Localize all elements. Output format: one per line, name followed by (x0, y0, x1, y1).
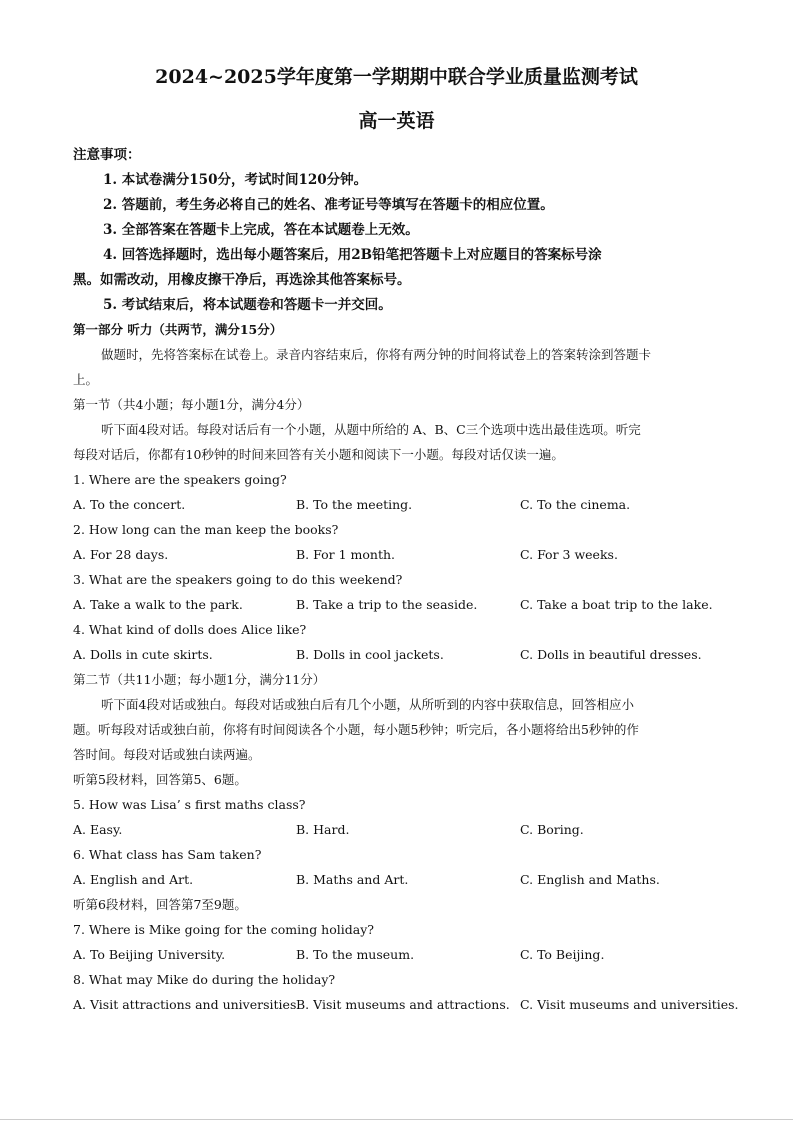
q2-option-a: A. For 28 days. (73, 547, 169, 562)
q1-option-b: B. To the meeting. (296, 497, 413, 512)
section2-intro: 听下面4段对话或独白。每段对话或独白后有几个小题，从所听到的内容中获取信息，回答相应小 (101, 697, 634, 712)
question-5: 5. How was Lisa’ s first maths class? (73, 797, 306, 812)
section1-intro-cont: 每段对话后，你都有10秒钟的时间来回答有关小题和阅读下一小题。每段对话仅读一遍。 (73, 447, 564, 462)
q2-option-b: B. For 1 month. (296, 547, 395, 562)
q6-option-c: C. English and Maths. (520, 872, 660, 887)
page-bottom-divider (0, 1119, 793, 1120)
question-1: 1. Where are the speakers going? (73, 472, 287, 487)
q3-option-a: A. Take a walk to the park. (73, 597, 243, 612)
section2-intro-cont-2: 答时间。每段对话或独白读两遍。 (73, 747, 261, 762)
question-3: 3. What are the speakers going to do this weekend? (73, 572, 403, 587)
material-6-instruction: 听第6段材料，回答第7至9题。 (73, 897, 247, 912)
q7-option-a: A. To Beijing University. (73, 947, 226, 962)
notice-item-3: 3. 全部答案在答题卡上完成，答在本试题卷上无效。 (103, 222, 419, 238)
notice-heading: 注意事项： (73, 147, 141, 163)
q3-option-c: C. Take a boat trip to the lake. (520, 597, 713, 612)
q4-option-b: B. Dolls in cool jackets. (296, 647, 444, 662)
q7-option-c: C. To Beijing. (520, 947, 605, 962)
q4-option-c: C. Dolls in beautiful dresses. (520, 647, 702, 662)
subject-title: 高一英语 (358, 110, 435, 132)
q8-option-c: C. Visit museums and universities. (520, 997, 739, 1012)
q5-option-b: B. Hard. (296, 822, 350, 837)
q6-option-a: A. English and Art. (73, 872, 194, 887)
notice-item-5: 5. 考试结束后，将本试题卷和答题卡一并交回。 (103, 297, 392, 313)
q5-option-a: A. Easy. (73, 822, 123, 837)
section2-intro-cont: 题。听每段对话或独白前，你将有时间阅读各个小题，每小题5秒钟；听完后，各小题将给出5秒钟的作 (73, 722, 639, 737)
question-6: 6. What class has Sam taken? (73, 847, 262, 862)
q5-option-c: C. Boring. (520, 822, 584, 837)
q4-option-a: A. Dolls in cute skirts. (73, 647, 213, 662)
part1-heading: 第一部分 听力（共两节，满分15分） (73, 322, 283, 337)
q2-option-c: C. For 3 weeks. (520, 547, 618, 562)
section1-intro: 听下面4段对话。每段对话后有一个小题，从题中所给的 A、B、C三个选项中选出最佳选项。听完 (101, 422, 641, 437)
notice-item-1: 1. 本试卷满分150分，考试时间120分钟。 (103, 172, 368, 188)
material-5-instruction: 听第5段材料，回答第5、6题。 (73, 772, 247, 787)
part1-intro: 做题时，先将答案标在试卷上。录音内容结束后，你将有两分钟的时间将试卷上的答案转涂到答题卡 (101, 347, 652, 362)
question-7: 7. Where is Mike going for the coming holiday? (73, 922, 374, 937)
q7-option-b: B. To the museum. (296, 947, 415, 962)
q3-option-b: B. Take a trip to the seaside. (296, 597, 478, 612)
question-4: 4. What kind of dolls does Alice like? (73, 622, 307, 637)
q8-option-a: A. Visit attractions and universities. (73, 997, 301, 1012)
part1-intro-cont: 上。 (73, 372, 99, 387)
notice-item-2: 2. 答题前，考生务必将自己的姓名、准考证号等填写在答题卡的相应位置。 (103, 197, 554, 213)
question-8: 8. What may Mike do during the holiday? (73, 972, 336, 987)
exam-title: 2024~2025学年度第一学期期中联合学业质量监测考试 (155, 66, 638, 88)
question-2: 2. How long can the man keep the books? (73, 522, 339, 537)
notice-item-4: 4. 回答选择题时，选出每小题答案后，用2B铅笔把答题卡上对应题目的答案标号涂 (103, 247, 602, 263)
q1-option-c: C. To the cinema. (520, 497, 631, 512)
q1-option-a: A. To the concert. (73, 497, 186, 512)
q6-option-b: B. Maths and Art. (296, 872, 409, 887)
notice-item-4-cont: 黑。如需改动，用橡皮擦干净后，再选涂其他答案标号。 (73, 272, 411, 288)
section1-heading: 第一节（共4小题；每小题1分，满分4分） (73, 397, 310, 412)
q8-option-b: B. Visit museums and attractions. (296, 997, 510, 1012)
section2-heading: 第二节（共11小题；每小题1分，满分11分） (73, 672, 326, 687)
